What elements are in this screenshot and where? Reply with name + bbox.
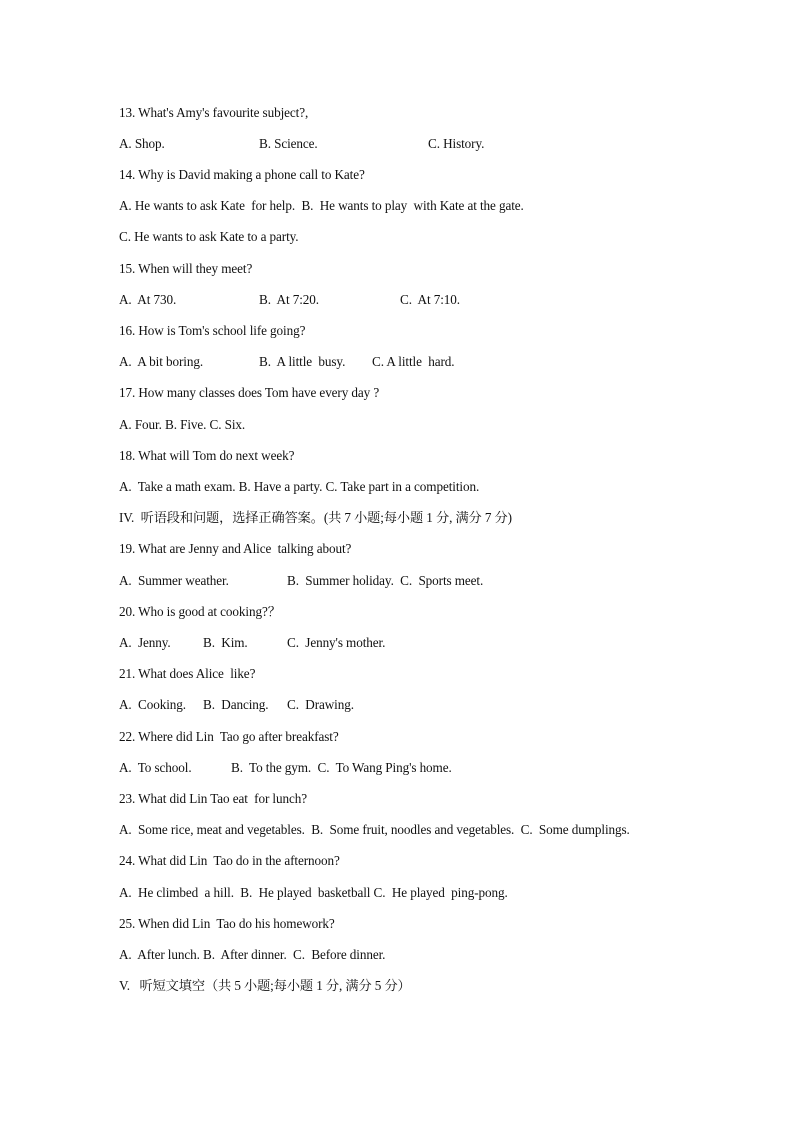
option-c: C. At 7:10. <box>400 292 460 307</box>
option-b-c: B. To the gym. C. To Wang Ping's home. <box>231 760 452 775</box>
question-24: 24. What did Lin Tao do in the afternoon? <box>119 853 340 868</box>
option-c: C. Drawing. <box>287 697 354 712</box>
section-iv-heading: IV. 听语段和问题，选择正确答案。(共 7 小题;每小题 1 分, 满分 7 分) <box>119 510 512 525</box>
option-a: A. Jenny. <box>119 635 171 650</box>
options-25: A. After lunch. B. After dinner. C. Before dinner. <box>119 947 386 962</box>
option-b: B. Kim. <box>203 635 248 650</box>
option-a: A. Shop. <box>119 136 165 151</box>
option-a: A. Cooking. <box>119 697 186 712</box>
question-17: 17. How many classes does Tom have every day ? <box>119 385 380 400</box>
options-13 <box>119 134 485 154</box>
question-14: 14. Why is David making a phone call to Kate? <box>119 167 365 182</box>
option-c: C. A little hard. <box>372 354 455 369</box>
options-14-line-1: A. He wants to ask Kate for help. B. He wants to play with Kate at the gate. <box>119 198 524 213</box>
question-15: 15. When will they meet? <box>119 261 253 276</box>
options-22 <box>119 758 452 778</box>
options-17: A. Four. B. Five. C. Six. <box>119 417 246 432</box>
options-16 <box>119 352 455 372</box>
options-14-line-2: C. He wants to ask Kate to a party. <box>119 229 299 244</box>
question-19: 19. What are Jenny and Alice talking about? <box>119 541 352 556</box>
question-18: 18. What will Tom do next week? <box>119 448 295 463</box>
option-a: A. To school. <box>119 760 192 775</box>
option-b-c: B. Summer holiday. C. Sports meet. <box>287 573 484 588</box>
options-18: A. Take a math exam. B. Have a party. C. Take part in a competition. <box>119 479 480 494</box>
option-c: C. History. <box>428 136 485 151</box>
options-24: A. He climbed a hill. B. He played basketball C. He played ping-pong. <box>119 885 508 900</box>
options-20 <box>119 633 386 653</box>
options-19 <box>119 571 484 591</box>
option-c: C. Jenny's mother. <box>287 635 386 650</box>
options-15 <box>119 290 460 310</box>
option-a: A. At 730. <box>119 292 177 307</box>
options-23: A. Some rice, meat and vegetables. B. Some fruit, noodles and vegetables. C. Some dumplings. <box>119 822 630 837</box>
option-b: B. Science. <box>259 136 318 151</box>
question-16: 16. How is Tom's school life going? <box>119 323 306 338</box>
question-22: 22. Where did Lin Tao go after breakfast? <box>119 729 339 744</box>
option-a: A. Summer weather. <box>119 573 229 588</box>
options-21 <box>119 695 354 715</box>
question-20: 20. Who is good at cooking?？ <box>119 604 281 619</box>
question-23: 23. What did Lin Tao eat for lunch? <box>119 791 307 806</box>
option-b: B. Dancing. <box>203 697 269 712</box>
section-v-heading: V. 听短文填空（共 5 小题;每小题 1 分, 满分 5 分） <box>119 978 411 993</box>
option-b: B. A little busy. <box>259 354 346 369</box>
option-b: B. At 7:20. <box>259 292 319 307</box>
question-13: 13. What's Amy's favourite subject?, <box>119 105 309 120</box>
option-a: A. A bit boring. <box>119 354 204 369</box>
question-25: 25. When did Lin Tao do his homework? <box>119 916 335 931</box>
question-21: 21. What does Alice like? <box>119 666 256 681</box>
